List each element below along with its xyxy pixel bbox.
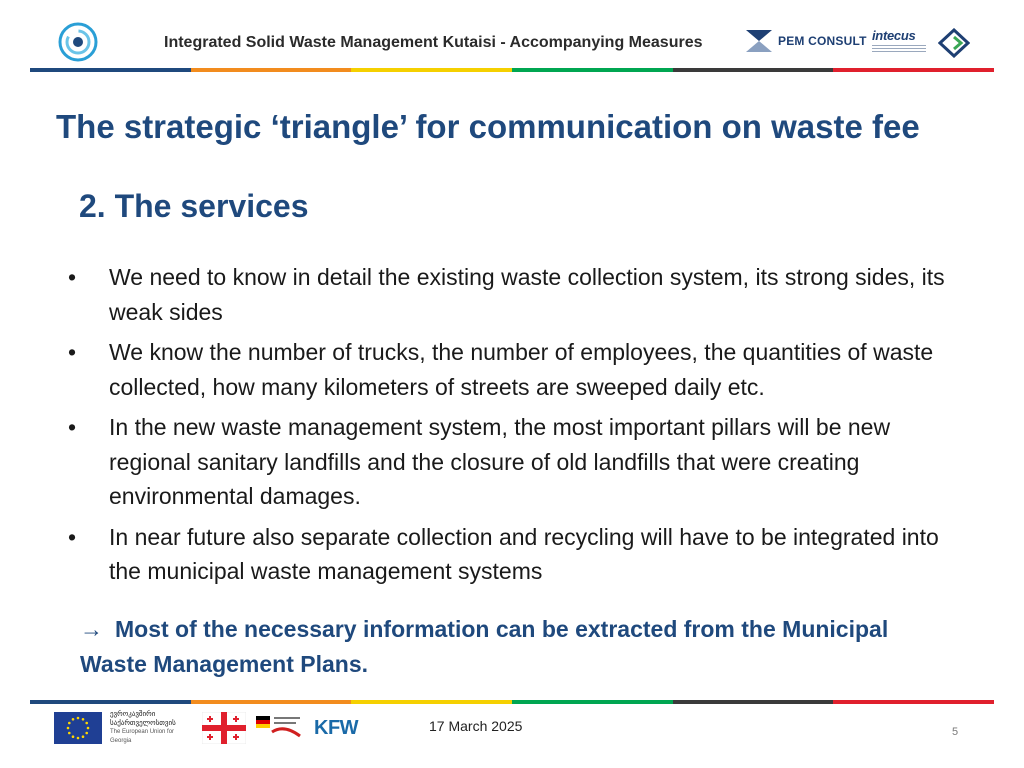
bullet-text: We need to know in detail the existing waste collection system, its strong sides, its weak sides: [109, 264, 945, 325]
footer-date: 17 March 2025: [429, 718, 523, 734]
eu-for-georgia-text: [110, 710, 194, 746]
list-item: [68, 335, 968, 404]
list-item: [68, 520, 968, 589]
german-cooperation-logo-icon: [254, 712, 306, 744]
slide-subtitle: 2. The services: [79, 188, 309, 224]
eu-text-line: The European Union for Georgia: [110, 729, 175, 744]
bullet-text: We know the number of trucks, the number of employees, the quantities of waste collected, how many kilometers of streets are sweeped daily etc.: [109, 339, 934, 400]
bullet-icon: •: [68, 264, 77, 290]
bullet-icon: •: [68, 339, 77, 365]
list-item: [68, 410, 968, 514]
pem-consult-logo: [746, 30, 867, 52]
slide-title: The strategic ‘triangle’ for communication on waste fee: [56, 108, 920, 145]
eu-text-line: საქართველოსთვის: [110, 720, 176, 727]
partner-g-logo-icon: [938, 28, 970, 58]
eu-flag-icon: [54, 712, 102, 744]
footer-color-bar: [30, 700, 994, 704]
kfw-logo: KFW: [314, 716, 359, 739]
bullet-text: In near future also separate collection and recycling will have to be integrated into the municipal waste management systems: [109, 523, 939, 584]
pem-logo-text: PEM CONSULT: [778, 34, 867, 48]
intecus-logo-text: intecus: [872, 28, 916, 43]
eu-text-line: ევროკავშირი: [110, 711, 156, 718]
slide-header: [0, 0, 1024, 72]
bullet-text: In the new waste management system, the most important pillars will be new regional sanitary landfills and the closure of old landfills that were creating environmental damages.: [109, 414, 891, 509]
pem-mark-icon: [746, 30, 772, 52]
conclusion-text-block: [80, 612, 940, 681]
header-color-bar: [30, 68, 994, 72]
header-title: Integrated Solid Waste Management Kutaisi - Accompanying Measures: [164, 34, 703, 51]
bullet-list: [68, 260, 968, 595]
georgia-flag-icon: [202, 712, 246, 744]
conclusion-text: Most of the necessary information can be extracted from the Municipal Waste Management Plans.: [80, 616, 889, 677]
intecus-logo: [872, 28, 928, 58]
kutaisi-logo-icon: [58, 22, 98, 62]
bullet-icon: •: [68, 414, 77, 440]
footer-logos: [54, 710, 358, 746]
arrow-right-icon: →: [80, 616, 103, 642]
bullet-icon: •: [68, 523, 77, 550]
list-item: [68, 260, 968, 329]
page-number: 5: [952, 726, 959, 738]
intecus-tagline-lines: [872, 45, 926, 53]
